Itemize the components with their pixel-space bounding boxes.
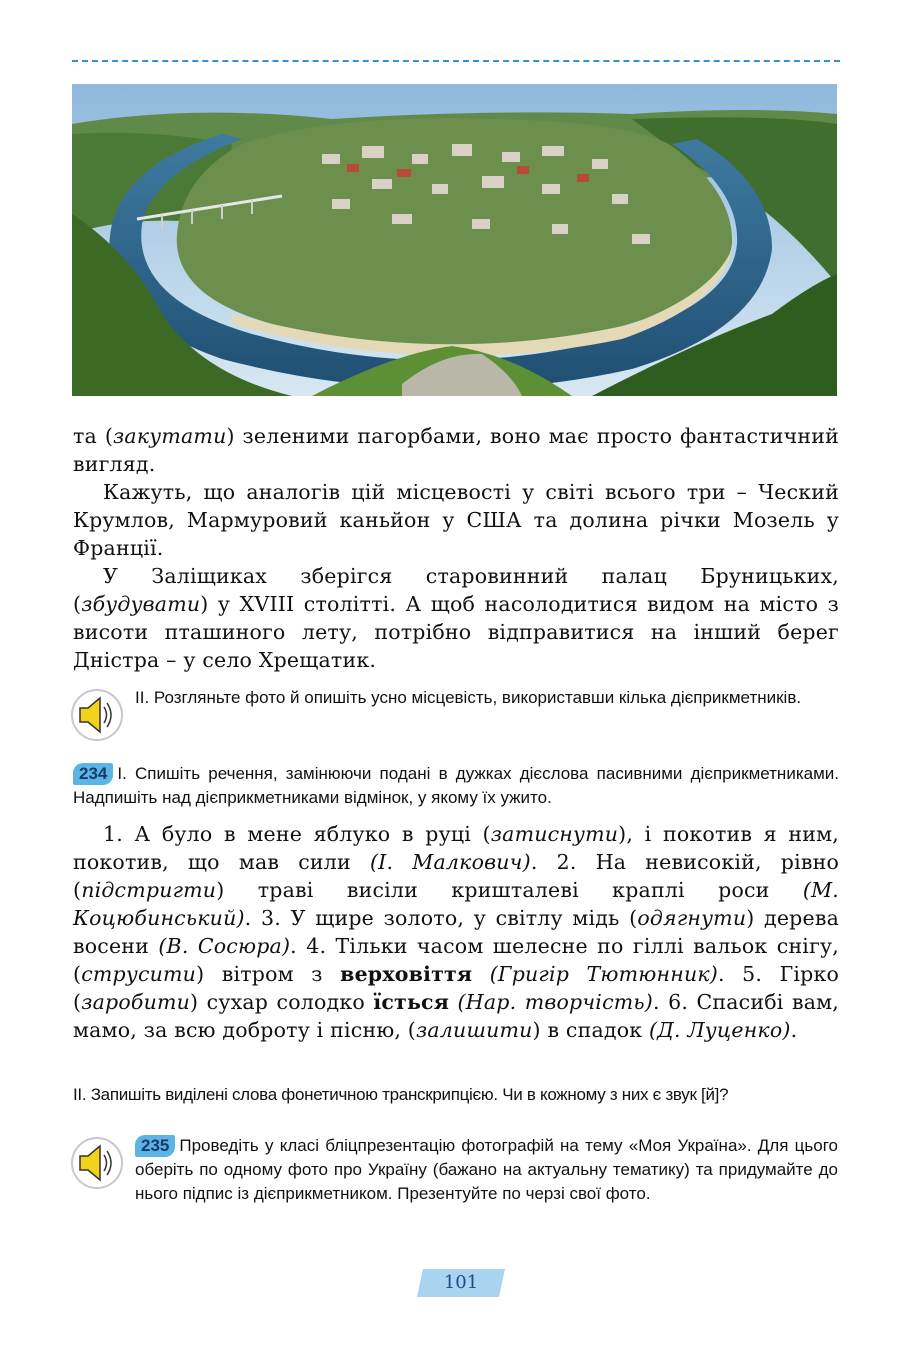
task-234-part-2: II. Запишіть виділені слова фонетичною транскрипцією. Чи в кожному з них є звук [й]? xyxy=(73,1085,729,1104)
top-dashed-divider xyxy=(72,60,840,62)
task-233-part-2: II. Розгляньте фото й опишіть усно місцевість, використавши кілька дієприкметників. xyxy=(135,688,802,707)
paragraph-1: та (закутати) зеленими пагорбами, воно має просто фантастичний вигляд. xyxy=(73,424,839,476)
speaker-icon xyxy=(70,688,124,742)
task-number-badge: 234 xyxy=(73,763,113,785)
task-234-instruction: 234 I. Спишіть речення, замінюючи подані в дужках дієслова пасивними дієприкметниками. Надпишіть над дієприкметниками відмінок, у якому їх ужито. xyxy=(73,764,839,807)
task-number-badge: 235 xyxy=(135,1135,175,1157)
river-landscape-photo xyxy=(72,84,837,396)
task-235: 235 Проведіть у класі бліцпрезентацію фотографій на тему «Моя Україна». Для цього оберіть по одному фото про Україну (бажано на актуальну тематику) та придумайте до нього підпис із дієприкметником. Презентуйте по черзі свої фото. xyxy=(135,1136,838,1203)
task-234-sentences: 1. А було в мене яблуко в руці (затиснути), і покотив я ним, покотив, що мав сили (І. Малкович). 2. На невисокій, рівно (підстригти) траві висіли кришталеві краплі роси (М. Коцюбинський). 3. У щире золото, у світлу мідь (одягнути) дерева восени (В. Сосюра). 4. Тільки часом шелесне по гіллі вальок снігу, (струсити) вітром з верховіття (Григір Тютюнник). 5. Гірко (заробити) сухар солодко їсться (Нар. творчість). 6. Спасибі вам, мамо, за всю доброту і пісню, (залишити) в спадок (Д. Луценко). xyxy=(73,822,840,1042)
page-number: 101 xyxy=(415,1267,507,1299)
paragraph-3: У Заліщиках зберігся старовинний палац Бруницьких, (збудувати) у XVIII столітті. А щоб насолодитися видом на місто з висоти пташиного лету, потрібно відправитися на інший берег Дністра – у село Хрещатик. xyxy=(73,564,839,672)
speaker-icon xyxy=(70,1136,124,1190)
paragraph-2: Кажуть, що аналогів цій місцевості у світі всього три – Ческий Крумлов, Мармуровий каньйон у США та долина річки Мозель у Франції. xyxy=(73,480,839,560)
